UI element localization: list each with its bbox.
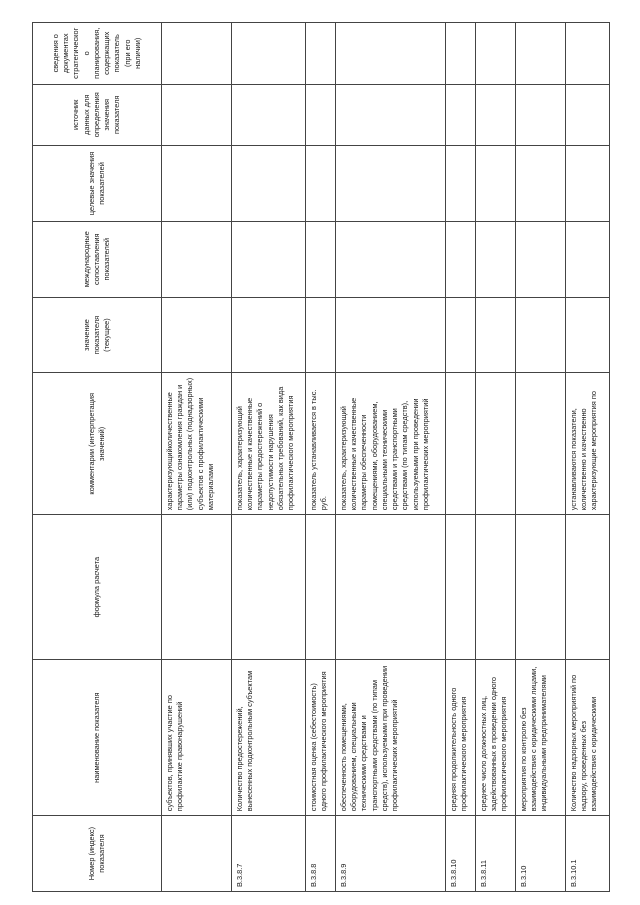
row-cell <box>566 146 610 222</box>
row-index: В.3.8.11 <box>476 816 516 892</box>
row-cell <box>476 221 516 297</box>
row-name: мероприятия по контролю без взаимодействия с юридическими лицами, индивидуальными предпринимателями <box>516 660 566 816</box>
table-row <box>476 23 516 892</box>
row-cell <box>516 297 566 373</box>
row-index: В.3.8.9 <box>336 816 446 892</box>
table-row <box>232 23 306 892</box>
row-index: В.3.8.10 <box>446 816 476 892</box>
header-documents: сведения о документах стратегического планирования, содержащих показатель (при его наличии) <box>33 23 162 85</box>
row-cell <box>446 221 476 297</box>
row-comment: показатель устанавливается в тыс. руб. <box>306 373 336 515</box>
row-comment <box>476 373 516 515</box>
row-comment: характеризующийколичественные параметры ознакомления граждан и (или) подконтрольных (поднадзорных) субъектов с профилактическими материалами <box>162 373 232 515</box>
row-cell <box>476 297 516 373</box>
row-index: В.3.10 <box>516 816 566 892</box>
row-cell <box>336 221 446 297</box>
row-cell <box>306 23 336 85</box>
row-cell <box>162 84 232 145</box>
row-cell <box>476 23 516 85</box>
table-row <box>336 23 446 892</box>
row-index: В.3.10.1 <box>566 816 610 892</box>
table-row <box>306 23 336 892</box>
row-cell <box>566 221 610 297</box>
row-cell <box>336 297 446 373</box>
row-cell <box>162 23 232 85</box>
row-cell <box>306 297 336 373</box>
row-formula <box>566 515 610 660</box>
indicators-table <box>32 22 610 892</box>
row-cell <box>446 23 476 85</box>
row-cell <box>232 297 306 373</box>
row-cell <box>336 146 446 222</box>
row-comment: показатель, характеризующий количественные и качественные параметры предостережений о недопустимости нарушения обязательных требований, как вида профилактического мероприятия <box>232 373 306 515</box>
row-cell <box>232 221 306 297</box>
rotated-table-container <box>32 22 612 892</box>
row-cell <box>476 84 516 145</box>
row-comment: показатель, характеризующий количественные и качественные параметры обеспеченности помещениями, оборудованием, специальными техническими средствами и транспортными средствами (по типам средств), используемыми при проведении профилактических мероприятий <box>336 373 446 515</box>
row-name: субъектов, принявших участие по профилактике правонарушений <box>162 660 232 816</box>
row-cell <box>516 146 566 222</box>
row-cell <box>232 23 306 85</box>
row-name: Количество предостережений, вынесенных подконтрольным субъектам <box>232 660 306 816</box>
row-cell <box>566 23 610 85</box>
row-comment <box>446 373 476 515</box>
row-cell <box>162 221 232 297</box>
row-cell <box>232 84 306 145</box>
row-cell <box>446 146 476 222</box>
row-cell <box>336 23 446 85</box>
row-index <box>162 816 232 892</box>
table-row <box>516 23 566 892</box>
row-formula <box>306 515 336 660</box>
row-formula <box>162 515 232 660</box>
row-cell <box>162 297 232 373</box>
row-index: В.3.8.7 <box>232 816 306 892</box>
header-source: источник данных для определения значения показателя <box>33 84 162 145</box>
row-comment: устанавливаются показатели, количественно и качественно характеризующие мероприятия по <box>566 373 610 515</box>
table-row <box>446 23 476 892</box>
row-name: среднее число должностных лиц, задействованных в проведении одного профилактического мероприятия <box>476 660 516 816</box>
header-current-value: значение показателя (текущее) <box>33 297 162 373</box>
row-cell <box>516 84 566 145</box>
table-header-row <box>33 23 162 892</box>
row-cell <box>516 221 566 297</box>
row-formula <box>232 515 306 660</box>
row-cell <box>162 146 232 222</box>
table-row <box>162 23 232 892</box>
row-name: средняя продолжительность одного профилактического мероприятия <box>446 660 476 816</box>
row-name: Количество надзорных мероприятий по надзору, проведенных без взаимодействия с юридическими <box>566 660 610 816</box>
row-cell <box>446 297 476 373</box>
row-name: обеспеченность помещениями, оборудованием, специальными техническими средствами и транспортными средствами (по типам средств), используемыми при проведении профилактических мероприятий <box>336 660 446 816</box>
row-formula <box>446 515 476 660</box>
row-cell <box>566 84 610 145</box>
row-index: В.3.8.8 <box>306 816 336 892</box>
row-cell <box>232 146 306 222</box>
row-cell <box>336 84 446 145</box>
header-comment: комментарии (интерпретация значений) <box>33 373 162 515</box>
row-cell <box>306 221 336 297</box>
row-formula <box>476 515 516 660</box>
row-comment <box>516 373 566 515</box>
row-cell <box>476 146 516 222</box>
row-name: стоимостная оценка (себестоимость) одного профилактического мероприятия <box>306 660 336 816</box>
header-international: международные сопоставления показателей <box>33 221 162 297</box>
row-cell <box>566 297 610 373</box>
row-cell <box>516 23 566 85</box>
row-formula <box>516 515 566 660</box>
header-formula: формула расчета <box>33 515 162 660</box>
row-cell <box>306 146 336 222</box>
header-index: Номер (индекс) показателя <box>33 816 162 892</box>
row-cell <box>446 84 476 145</box>
header-target: целевые значения показателей <box>33 146 162 222</box>
row-cell <box>306 84 336 145</box>
header-name: наименование показателя <box>33 660 162 816</box>
row-formula <box>336 515 446 660</box>
table-row <box>566 23 610 892</box>
